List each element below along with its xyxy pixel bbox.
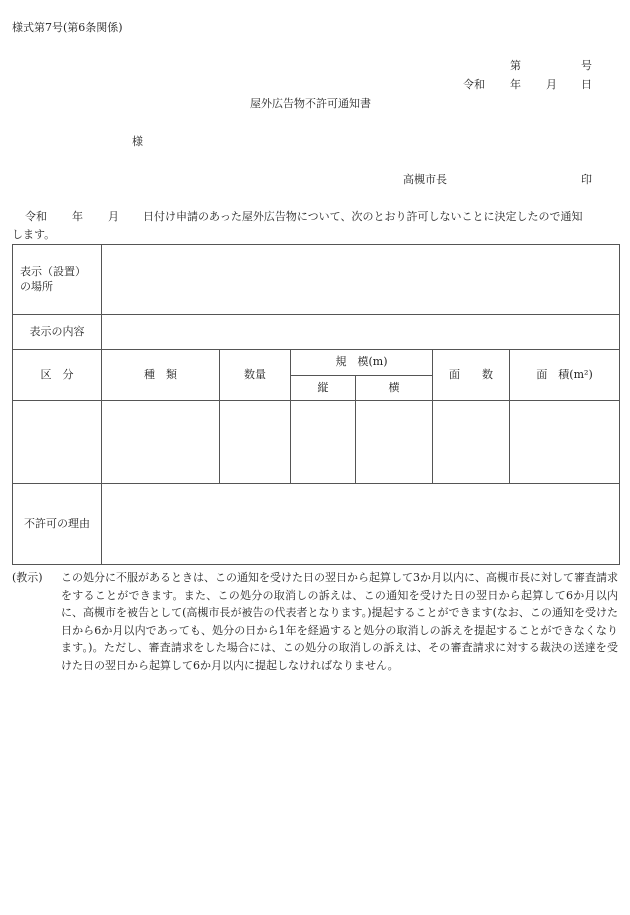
vertical-cell[interactable] [291,401,356,484]
type-cell[interactable] [102,401,220,484]
col-header-scale: 規 模(m) [291,350,433,376]
intro-month: 月 [108,210,119,223]
col-header-quantity: 数量 [220,350,291,401]
issuer-name: 高槻市長 [403,173,447,186]
intro-text-continued: します。 [12,228,56,241]
location-row [13,245,620,315]
location-label [13,245,102,315]
reason-label: 不許可の理由 [13,484,102,565]
content-label: 表示の内容 [13,315,102,350]
intro-text: 日付け申請のあった屋外広告物について、次のとおり許可しないことに決定したので通知 [143,210,583,223]
location-value-cell[interactable] [102,245,620,315]
content-value-cell[interactable] [102,315,620,350]
notice-label: (教示) [12,571,43,584]
permit-form-table [12,244,620,565]
intro-year: 年 [72,210,83,223]
col-header-faces: 面 数 [433,350,510,401]
seal-mark: 印 [581,173,592,186]
date-era: 令和 [463,78,485,91]
reason-row [13,484,620,565]
col-header-category: 区 分 [13,350,102,401]
content-row [13,315,620,350]
faces-cell[interactable] [433,401,510,484]
col-header-type: 種 類 [102,350,220,401]
col-header-area: 面 積(m²) [510,350,620,401]
column-header-row [13,350,620,376]
location-label-line1: 表示（設置） [20,264,86,278]
location-label-line2: の場所 [20,279,53,293]
reason-value-cell[interactable] [102,484,620,565]
intro-era: 令和 [25,210,47,223]
form-number: 様式第7号(第6条関係) [12,21,123,34]
date-month: 月 [546,78,557,91]
horizontal-cell[interactable] [356,401,433,484]
notice-text: この処分に不服があるときは、この通知を受けた日の翌日から起算して3か月以内に、高槻市長に対して審査請求をすることができます。また、この処分の取消しの訴えは、この通知を受けた日の翌日から起算して6か月以内に、高槻市を被告として(高槻市長が被告の代表者となります。)提起することができます(なお、この通知を受けた日から6か月以内であっても、処分の日から1年を経過すると処分の取消しの訴えを提起することができなくなります。)。ただし、審査請求をした場合には、この処分の取消しの訴えは、その審査請求に対する裁決の送達を受けた日の翌日から起算して6か月以内に提起しなければなりません。 [61,571,618,672]
col-header-vertical: 縦 [291,376,356,401]
quantity-cell[interactable] [220,401,291,484]
col-header-horizontal: 横 [356,376,433,401]
doc-no-prefix: 第 [510,59,521,72]
document-title: 屋外広告物不許可通知書 [250,97,371,110]
doc-no-suffix: 号 [581,59,592,72]
area-cell[interactable] [510,401,620,484]
notice-section [12,569,618,674]
addressee-suffix: 様 [132,135,143,148]
date-day: 日 [581,78,592,91]
date-year: 年 [510,78,521,91]
data-entry-row [13,401,620,484]
category-cell[interactable] [13,401,102,484]
